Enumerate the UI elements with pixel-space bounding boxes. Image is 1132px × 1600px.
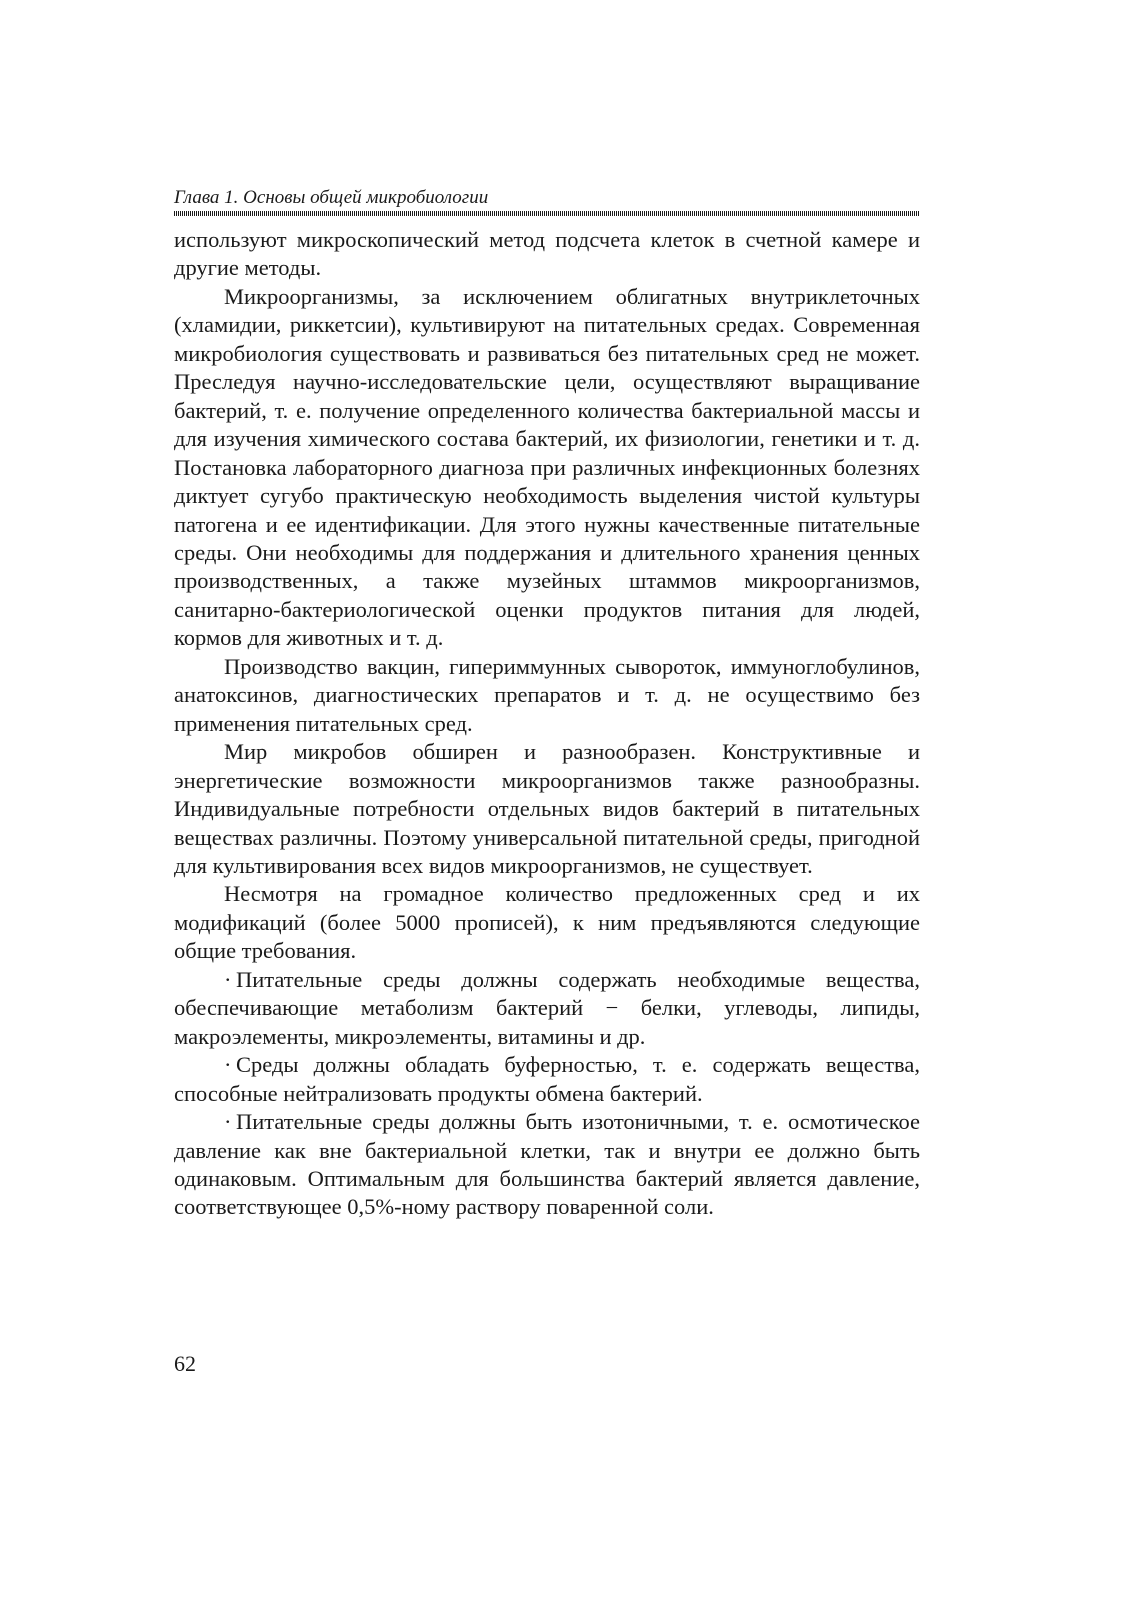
bullet-marker: · — [224, 1109, 232, 1135]
paragraph-continuation — [174, 226, 920, 283]
bullet-text: Питательные среды должны содержать необходимые вещества, обеспечивающие метаболизм бактерий − белки, углеводы, липиды, макроэлементы, микроэлементы, витамины и др. — [174, 966, 920, 1049]
paragraph-text: Мир микробов обширен и разнообразен. Конструктивные и энергетические возможности микроорганизмов также разнообразны. Индивидуальные потребности отдельных видов бактерий в питательных веществах различны. Поэтому универсальной питательной среды, пригодной для культивирования всех видов микроорганизмов, не существует. — [174, 739, 920, 878]
bullet-item — [174, 966, 920, 1051]
bullet-text: Питательные среды должны быть изотоничными, т. е. осмотическое давление как вне бактериальной клетки, так и внутри ее должно быть одинаковым. Оптимальным для большинства бактерий является давление, соответствующее 0,5%-ному раствору поваренной соли. — [174, 1109, 920, 1220]
page-number: 62 — [174, 1351, 196, 1376]
paragraph-production — [174, 653, 920, 738]
bullet-item — [174, 1051, 920, 1108]
paragraph-text: используют микроскопический метод подсчета клеток в счетной камере и другие методы. — [174, 227, 920, 281]
header-rule — [174, 211, 920, 216]
bullet-text: Среды должны обладать буферностью, т. е. содержать вещества, способные нейтрализовать продукты обмена бактерий. — [174, 1052, 920, 1106]
body-text — [174, 226, 920, 1222]
paragraph-text: Несмотря на громадное количество предложенных сред и их модификаций (более 5000 прописей), к ним предъявляются следующие общие требования. — [174, 881, 920, 964]
running-head: Глава 1. Основы общей микробиологии — [174, 187, 489, 208]
book-page — [174, 188, 920, 1222]
paragraph-diversity — [174, 738, 920, 880]
paragraph-text: Производство вакцин, гипериммунных сывороток, иммуноглобулинов, анатоксинов, диагностических препаратов и т. д. не осуществимо без применения питательных сред. — [174, 653, 920, 736]
paragraph-culturing — [174, 283, 920, 653]
bullet-item — [174, 1108, 920, 1222]
paragraph-requirements-intro — [174, 880, 920, 965]
paragraph-text: Микроорганизмы, за исключением облигатных внутриклеточных (хламидии, риккетсии), культивируют на питательных средах. Современная микробиология существовать и развиваться без питательных сред не может. Преследуя научно-исследовательские цели, осуществляют выращивание бактерий, т. е. получение определенного количества бактериальной массы и для изучения химического состава бактерий, их физиологии, генетики и т. д. Постановка лабораторного диагноза при различных инфекционных болезнях диктует сугубо практическую необходимость выделения чистой культуры патогена и ее идентификации. Для этого нужны качественные питательные среды. Они необходимы для поддержания и длительного хранения ценных производственных, а также музейных штаммов микроорганизмов, санитарно-бактериологической оценки продуктов питания для людей, кормов для животных и т. д. — [174, 283, 920, 651]
bullet-marker: · — [224, 1052, 232, 1078]
bullet-marker: · — [224, 966, 232, 992]
